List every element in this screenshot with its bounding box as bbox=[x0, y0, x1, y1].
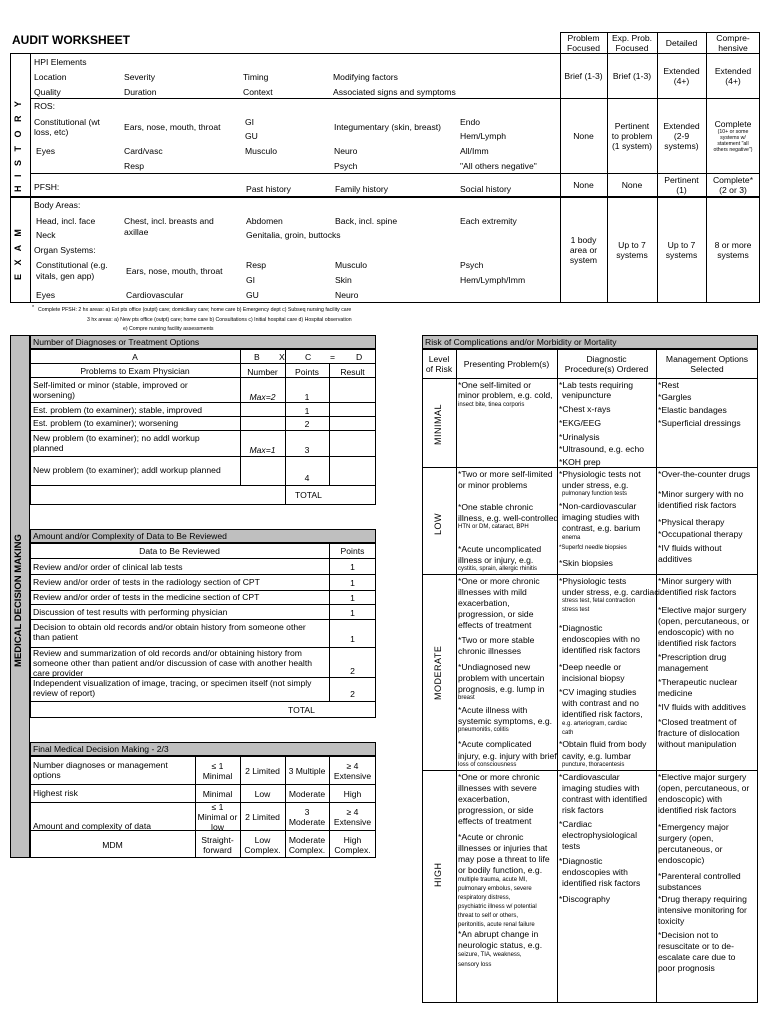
risk-diagnostic-text: imaging studies with bbox=[562, 783, 640, 793]
data-row-points: 2 bbox=[350, 666, 355, 676]
header-comprehensive: Compre- hensive bbox=[716, 33, 750, 53]
risk-diagnostic-text: *Discography bbox=[559, 894, 611, 904]
organ-system-item: vitals, gen app) bbox=[36, 271, 95, 281]
risk-diagnostic-text: *Diagnostic bbox=[559, 856, 603, 866]
risk-diagnostic-text: e.g. arteriogram, cardiac bbox=[562, 721, 628, 727]
ros-item: Psych bbox=[334, 161, 358, 171]
data-header-points: Points bbox=[340, 546, 365, 556]
final-cell: 3 Moderate bbox=[288, 806, 326, 827]
risk-problem-text: progression, or side bbox=[458, 609, 534, 619]
risk-management-text: fracture of dislocation bbox=[658, 728, 740, 738]
diag-row-points: 2 bbox=[304, 419, 310, 429]
risk-header-management: Management Options Selected bbox=[665, 354, 749, 374]
risk-management-text: *Closed treatment of bbox=[658, 717, 737, 727]
data-total-label: TOTAL bbox=[288, 705, 315, 715]
diag-letter-a: A bbox=[132, 352, 138, 362]
risk-management-text: surgery (open, bbox=[658, 833, 714, 843]
diag-row-number: Max=2 bbox=[249, 392, 276, 402]
final-cell: 2 Limited bbox=[245, 811, 280, 822]
risk-problem-text: *An abrupt change in bbox=[458, 929, 539, 939]
exam-side-label: E X A M bbox=[13, 226, 23, 280]
hpi-level-1: Brief (1-3) bbox=[564, 71, 603, 81]
diag-row-points: 4 bbox=[304, 473, 310, 483]
ros-item: All/Imm bbox=[460, 146, 489, 156]
ros-item: Integumentary (skin, breast) bbox=[334, 122, 441, 132]
ros-item: Endo bbox=[460, 117, 481, 127]
final-cell: 3 Multiple bbox=[288, 765, 326, 776]
risk-level-high: HIGH bbox=[433, 862, 443, 887]
risk-problem-text: illnesses or injuries that bbox=[458, 843, 548, 853]
risk-diagnostic-text: endoscopies with no bbox=[562, 634, 640, 644]
risk-management-text: intensive monitoring for bbox=[658, 905, 747, 915]
data-row-points: 2 bbox=[350, 689, 355, 699]
risk-problem-text: illness, e.g. well-controlled bbox=[458, 513, 559, 523]
data-row-label: Discussion of test results with performing physician bbox=[33, 607, 228, 617]
risk-problem-text: progression, or side bbox=[458, 805, 534, 815]
risk-problem-text: *Acute or chronic bbox=[458, 832, 524, 842]
risk-diagnostic-text: *Skin biopsies bbox=[559, 558, 613, 568]
risk-management-text: *Minor surgery with no bbox=[658, 489, 744, 499]
final-row-label: Number diagnoses or management options bbox=[33, 760, 168, 780]
hpi-item: Duration bbox=[124, 87, 157, 97]
risk-header-level: Level of Risk bbox=[425, 354, 453, 374]
risk-diagnostic-text: *Cardiovascular bbox=[559, 772, 620, 782]
risk-problem-text: exacerbation, bbox=[458, 598, 510, 608]
risk-management-text: *Physical therapy bbox=[658, 517, 725, 527]
risk-management-text: *IV fluids without bbox=[658, 543, 722, 553]
exam-level-3: Up to 7 systems bbox=[665, 240, 698, 260]
risk-problem-text: *Undiagnosed new bbox=[458, 662, 531, 672]
final-cell: Minimal bbox=[202, 788, 233, 799]
risk-diagnostic-text: identified risk factors bbox=[562, 645, 641, 655]
risk-diagnostic-text: *Cardiac bbox=[559, 819, 592, 829]
risk-diagnostic-text: *Obtain fluid from body bbox=[559, 739, 647, 749]
risk-diagnostic-text: *Lab tests requiring bbox=[559, 380, 634, 390]
final-cell: Moderate Complex. bbox=[288, 834, 326, 855]
pfsh-level-4: Complete* (2 or 3) bbox=[712, 175, 754, 195]
risk-level-minimal: MINIMAL bbox=[433, 403, 443, 445]
risk-diagnostic-text: tests bbox=[562, 841, 581, 851]
final-cell: High bbox=[343, 788, 362, 799]
data-row-label: Review and summarization of old records and/or obtaining history from someone other than patient and/or discussion of case with another health care provider bbox=[33, 648, 312, 678]
risk-diagnostic-text: electrophysiological bbox=[562, 830, 637, 840]
risk-problem-text: may pose a threat to life bbox=[458, 854, 550, 864]
mdm-side-label: MEDICAL DECISION MAKING bbox=[13, 534, 24, 667]
risk-management-text: *Superficial dressings bbox=[658, 418, 741, 428]
ros-level-3: Extended (2-9 systems) bbox=[663, 121, 700, 151]
diag-row-points: 3 bbox=[304, 445, 310, 455]
risk-management-text: *Occupational therapy bbox=[658, 529, 743, 539]
risk-management-text: toxicity bbox=[658, 916, 685, 926]
ros-item: Constitutional (wt bbox=[34, 117, 100, 127]
hpi-item: Context bbox=[243, 87, 273, 97]
diag-letter-x: X bbox=[279, 352, 285, 362]
risk-management-text: endoscopic) with bbox=[658, 794, 723, 804]
header-problem-focused: Problem Focused bbox=[567, 33, 600, 53]
history-side-label: H I S T O R Y bbox=[13, 98, 23, 192]
risk-problem-text: illnesses with severe bbox=[458, 783, 537, 793]
risk-problem-text: or minor problems bbox=[458, 480, 528, 490]
risk-problem-text: illnesses with mild bbox=[458, 587, 527, 597]
organ-system-item: Cardiovascular bbox=[126, 290, 184, 300]
risk-diagnostic-text: cavity, e.g. lumbar bbox=[562, 751, 632, 761]
ros-level-4: Complete (10+ or some systems w/ statement "all others negative") bbox=[713, 119, 753, 153]
data-title: Amount and/or Complexity of Data to Be Reviewed bbox=[33, 531, 227, 541]
organ-system-item: Skin bbox=[335, 275, 352, 285]
final-cell: ≥ 4 Extensive bbox=[333, 760, 372, 781]
risk-problem-text: *One self-limited or bbox=[458, 380, 532, 390]
risk-management-text: identified risk factors bbox=[658, 500, 737, 510]
organ-system-item: Psych bbox=[460, 260, 484, 270]
risk-management-text: (open, percutaneous, or bbox=[658, 783, 750, 793]
organ-system-item: GU bbox=[246, 290, 259, 300]
risk-problem-text: *One or more chronic bbox=[458, 576, 540, 586]
final-row-label: Amount and complexity of data bbox=[33, 821, 151, 831]
risk-management-text: *IV fluids with additives bbox=[658, 702, 746, 712]
risk-diagnostic-text: *Ultrasound, e.g. echo bbox=[559, 444, 645, 454]
risk-diagnostic-text: stress test, fetal contraction bbox=[562, 598, 636, 604]
risk-management-text: *Elective major surgery bbox=[658, 605, 747, 615]
risk-diagnostic-text: *Superfcl needle biopsies bbox=[559, 545, 627, 551]
diag-header-problems: Problems to Exam Physician bbox=[80, 366, 190, 376]
diag-letter-eq: = bbox=[330, 352, 336, 362]
risk-problem-text: injury, e.g. injury with brief bbox=[458, 751, 557, 761]
footnote-line: e) Compre nursing facility assessments bbox=[123, 326, 214, 332]
organ-system-item: Resp bbox=[246, 260, 267, 270]
diag-header-result: Result bbox=[340, 367, 365, 377]
ros-item: Resp bbox=[124, 161, 145, 171]
pfsh-item: Family history bbox=[335, 184, 389, 194]
risk-diagnostic-text: puncture, thoracentesis bbox=[562, 762, 625, 768]
risk-management-text: identified risk factors bbox=[658, 805, 737, 815]
data-row-points: 1 bbox=[350, 608, 355, 618]
risk-diagnostic-text: *Diagnostic bbox=[559, 623, 603, 633]
risk-diagnostic-text: under stress, e.g. cardiac bbox=[562, 587, 659, 597]
exam-level-1: 1 body area or system bbox=[569, 235, 598, 265]
ros-item: Card/vasc bbox=[124, 146, 163, 156]
body-area-item: Genitalia, groin, buttocks bbox=[246, 230, 341, 240]
risk-problem-text: *Acute complicated bbox=[458, 739, 532, 749]
final-cell: High Complex. bbox=[334, 834, 371, 855]
organ-system-item: Hem/Lymph/Imm bbox=[460, 275, 526, 285]
data-row-label: Independent visualization of image, tracing, or specimen itself (not simply review of report) bbox=[33, 678, 312, 698]
footnote-asterisk: * bbox=[32, 305, 35, 311]
risk-diagnostic-text: imaging studies with bbox=[562, 512, 640, 522]
risk-problem-text: insect bite, tinea corporis bbox=[458, 402, 525, 408]
hpi-item: Location bbox=[34, 72, 67, 82]
hpi-item: Modifying factors bbox=[333, 72, 398, 82]
risk-diagnostic-text: *CV imaging studies bbox=[559, 687, 637, 697]
risk-management-text: endoscopic) with no bbox=[658, 627, 734, 637]
pfsh-level-1: None bbox=[573, 180, 594, 190]
body-area-item: Neck bbox=[36, 230, 56, 240]
ros-item: Eyes bbox=[36, 146, 56, 156]
hpi-level-3: Extended (4+) bbox=[663, 66, 700, 86]
risk-management-text: percutaneous, or bbox=[658, 844, 723, 854]
data-header-label: Data to Be Reviewed bbox=[139, 546, 220, 556]
body-area-item: Back, incl. spine bbox=[335, 216, 398, 226]
risk-problem-text: *One stable chronic bbox=[458, 502, 533, 512]
ros-item: Ears, nose, mouth, throat bbox=[124, 122, 221, 132]
risk-header-problems: Presenting Problem(s) bbox=[463, 359, 550, 369]
risk-problem-text: minor problem, e.g. cold, bbox=[458, 390, 553, 400]
risk-problem-text: *Two or more self-limited bbox=[458, 469, 553, 479]
risk-problem-text: threat to self or others, bbox=[458, 913, 519, 919]
risk-problem-text: problem with uncertain bbox=[458, 673, 545, 683]
risk-management-text: *Rest bbox=[658, 380, 680, 390]
diag-row-label: Est. problem (to examiner); worsening bbox=[33, 418, 179, 428]
diag-total-label: TOTAL bbox=[295, 490, 322, 500]
final-cell: ≤ 1 Minimal bbox=[202, 760, 233, 781]
risk-diagnostic-text: identified risk factors, bbox=[562, 709, 643, 719]
final-cell: Low Complex. bbox=[244, 834, 281, 855]
organ-system-item: Ears, nose, mouth, throat bbox=[126, 266, 223, 276]
page-title: AUDIT WORKSHEET bbox=[12, 33, 130, 47]
diag-row-number: Max=1 bbox=[249, 445, 276, 455]
organ-systems-heading: Organ Systems: bbox=[34, 245, 96, 255]
ros-item: GI bbox=[245, 117, 255, 127]
risk-title: Risk of Complications and/or Morbidity or Mortality bbox=[425, 337, 617, 347]
risk-management-text: resuscitate or to de- bbox=[658, 941, 734, 951]
risk-diagnostic-text: *Physiologic tests not bbox=[559, 469, 641, 479]
risk-management-text: *Drug therapy requiring bbox=[658, 894, 747, 904]
risk-diagnostic-text: *KOH prep bbox=[559, 457, 601, 467]
risk-problem-text: *One or more chronic bbox=[458, 772, 540, 782]
diag-letter-d: D bbox=[356, 352, 363, 362]
header-exp-prob-focused: Exp. Prob. Focused bbox=[611, 33, 653, 53]
risk-management-text: substances bbox=[658, 882, 702, 892]
risk-diagnostic-text: *Non-cardiovascular bbox=[559, 501, 637, 511]
risk-problem-text: pneumonitis, colitis bbox=[458, 727, 509, 733]
final-cell: ≥ 4 Extensive bbox=[333, 806, 372, 827]
data-row-points: 1 bbox=[350, 562, 355, 572]
risk-management-text: (open, percutaneous, or bbox=[658, 616, 750, 626]
risk-management-text: endoscopic) bbox=[658, 855, 705, 865]
risk-problem-text: respiratory distress, bbox=[458, 895, 511, 901]
header-detailed: Detailed bbox=[665, 38, 698, 48]
ros-item: Hem/Lymph bbox=[460, 131, 507, 141]
risk-problem-text: neurologic status, e.g. bbox=[458, 940, 543, 950]
diagnoses-title: Number of Diagnoses or Treatment Options bbox=[33, 337, 200, 347]
organ-system-item: Neuro bbox=[335, 290, 359, 300]
hpi-item: Quality bbox=[34, 87, 61, 97]
risk-diagnostic-text: *Deep needle or bbox=[559, 662, 622, 672]
risk-problem-text: *Two or more stable bbox=[458, 635, 535, 645]
ros-level-1: None bbox=[573, 131, 594, 141]
ros-level-2: Pertinent to problem (1 system) bbox=[611, 121, 653, 151]
body-area-item: Head, incl. face bbox=[36, 216, 96, 226]
risk-management-text: without manipulation bbox=[658, 739, 737, 749]
body-area-item: Chest, incl. breasts and bbox=[124, 216, 214, 226]
ros-item: loss, etc) bbox=[34, 127, 69, 137]
final-cell: Straight- forward bbox=[201, 834, 234, 855]
risk-management-text: *Parenteral controlled bbox=[658, 871, 741, 881]
hpi-heading: HPI Elements bbox=[34, 57, 87, 67]
risk-management-text: *Therapeutic nuclear bbox=[658, 677, 738, 687]
ros-item: Musculo bbox=[245, 146, 277, 156]
risk-diagnostic-text: risk factors bbox=[562, 805, 604, 815]
pfsh-heading: PFSH: bbox=[34, 182, 60, 192]
ros-item: GU bbox=[245, 131, 258, 141]
exam-level-4: 8 or more systems bbox=[714, 240, 752, 260]
diag-row-points: 1 bbox=[304, 406, 310, 416]
data-row-label: Review and/or order of clinical lab tests bbox=[33, 562, 183, 572]
risk-problem-text: systemic symptoms, e.g. bbox=[458, 716, 553, 726]
diag-row-label: Est. problem (to examiner); stable, improved bbox=[33, 405, 203, 415]
data-row-label: Review and/or order of tests in the radiology section of CPT bbox=[33, 577, 260, 587]
diag-header-points: Points bbox=[295, 367, 319, 377]
final-cell: ≤ 1 Minimal or low bbox=[197, 801, 238, 832]
final-mdm-title: Final Medical Decision Making - 2/3 bbox=[33, 744, 169, 754]
risk-problem-text: cystitis, sprain, allergic rhinitis bbox=[458, 566, 538, 572]
risk-problem-text: HTN or DM, cataract, BPH bbox=[458, 524, 529, 530]
pfsh-level-2: None bbox=[621, 180, 643, 190]
diag-header-number: Number bbox=[247, 367, 278, 377]
final-row-label: Highest risk bbox=[33, 788, 78, 798]
risk-problem-text: *Acute illness with bbox=[458, 705, 528, 715]
organ-system-item: GI bbox=[246, 275, 256, 285]
risk-problem-text: seizure, TIA, weakness, bbox=[458, 952, 522, 958]
risk-problem-text: multiple trauma, acute MI, bbox=[458, 877, 528, 883]
hpi-level-2: Brief (1-3) bbox=[612, 71, 652, 81]
risk-diagnostic-text: enema bbox=[562, 535, 581, 541]
risk-level-low: LOW bbox=[433, 512, 443, 535]
risk-management-text: identified risk factors bbox=[658, 587, 737, 597]
risk-diagnostic-text: identified risk factors bbox=[562, 878, 641, 888]
risk-problem-text: prognosis, e.g. lump in bbox=[458, 684, 545, 694]
risk-management-text: *Elective major surgery bbox=[658, 772, 747, 782]
risk-level-moderate: MODERATE bbox=[433, 645, 443, 700]
final-cell: Low bbox=[254, 788, 271, 799]
risk-management-text: medicine bbox=[658, 688, 693, 698]
risk-diagnostic-text: venipuncture bbox=[562, 390, 612, 400]
risk-management-text: escalate care due to bbox=[658, 952, 736, 962]
risk-header-diagnostic: Diagnostic Procedure(s) Ordered bbox=[564, 354, 649, 374]
hpi-item: Associated signs and symptoms bbox=[333, 87, 456, 97]
risk-management-text: identified risk factors bbox=[658, 638, 737, 648]
diag-row-label: New problem (to examiner); no addl workup planned bbox=[33, 433, 200, 453]
risk-diagnostic-text: contrast with identified bbox=[562, 794, 648, 804]
risk-problem-text: breast bbox=[458, 695, 475, 701]
final-row-label-mdm: MDM bbox=[102, 839, 123, 850]
risk-problem-text: chronic illnesses bbox=[458, 646, 522, 656]
risk-management-text: *Prescription drug bbox=[658, 652, 727, 662]
data-row-points: 1 bbox=[350, 634, 355, 644]
risk-management-text: poor prognosis bbox=[658, 963, 715, 973]
pfsh-item: Past history bbox=[246, 184, 291, 194]
risk-management-text: *Decision not to bbox=[658, 930, 719, 940]
footnote-line: Complete PFSH: 2 hx areas: a) Est pts office (outpt) care; domiciliary care; home care b) Emergency dept c) Subseq nursing facility care bbox=[38, 307, 352, 313]
pfsh-level-3: Pertinent (1) bbox=[664, 175, 699, 195]
hpi-level-4: Extended (4+) bbox=[714, 66, 752, 86]
risk-problem-text: psychiatric illness w/ potential bbox=[458, 904, 537, 910]
risk-management-text: *Gargles bbox=[658, 392, 692, 402]
final-cell: Moderate bbox=[288, 788, 326, 799]
diag-row-label: New problem (to examiner); addl workup planned bbox=[33, 465, 221, 475]
risk-diagnostic-text: *Urinalysis bbox=[559, 432, 600, 442]
ros-item: "All others negative" bbox=[460, 161, 537, 171]
organ-system-item: Constitutional (e.g. bbox=[36, 260, 108, 270]
risk-management-text: *Minor surgery with bbox=[658, 576, 732, 586]
risk-problem-text: or bodily function, e.g. bbox=[458, 865, 543, 875]
exam-level-2: Up to 7 systems bbox=[616, 240, 648, 260]
hpi-item: Severity bbox=[124, 72, 156, 82]
final-cell: 2 Limited bbox=[245, 765, 280, 776]
diag-row-label: Self-limited or minor (stable, improved or worsening) bbox=[33, 380, 188, 400]
risk-diagnostic-text: endoscopies with bbox=[562, 867, 628, 877]
risk-management-text: *Emergency major bbox=[658, 822, 729, 832]
risk-diagnostic-text: pulmonary function tests bbox=[562, 491, 628, 497]
hpi-item: Timing bbox=[243, 72, 269, 82]
risk-diagnostic-text: under stress, e.g. bbox=[562, 480, 629, 490]
risk-diagnostic-text: cath bbox=[562, 730, 574, 736]
risk-management-text: *Elastic bandages bbox=[658, 405, 727, 415]
risk-diagnostic-text: *EKG/EEG bbox=[559, 418, 602, 428]
diag-letter-c: C bbox=[305, 352, 312, 362]
ros-heading: ROS: bbox=[34, 101, 56, 111]
risk-problem-text: pulmonary embolus, severe bbox=[458, 886, 532, 892]
risk-problem-text: sensory loss bbox=[458, 962, 492, 968]
body-areas-heading: Body Areas: bbox=[34, 200, 81, 210]
risk-problem-text: illness or injury, e.g. bbox=[458, 555, 534, 565]
risk-problem-text: exacerbation, bbox=[458, 794, 510, 804]
body-area-item: axillae bbox=[124, 227, 149, 237]
risk-diagnostic-text: incisional biopsy bbox=[562, 673, 625, 683]
ros-item: Neuro bbox=[334, 146, 358, 156]
diag-row-points: 1 bbox=[304, 392, 310, 402]
risk-management-text: *Over-the-counter drugs bbox=[658, 469, 751, 479]
data-row-points: 1 bbox=[350, 593, 355, 603]
risk-diagnostic-text: contrast, e.g. barium bbox=[562, 523, 641, 533]
pfsh-item: Social history bbox=[460, 184, 512, 194]
risk-problem-text: effects of treatment bbox=[458, 816, 532, 826]
risk-problem-text: *Acute uncomplicated bbox=[458, 544, 542, 554]
risk-problem-text: effects of treatment bbox=[458, 620, 532, 630]
risk-diagnostic-text: stress test bbox=[562, 607, 590, 613]
risk-problem-text: peritonitis, acute renal failure bbox=[458, 922, 535, 928]
organ-system-item: Eyes bbox=[36, 290, 56, 300]
risk-management-text: additives bbox=[658, 554, 692, 564]
risk-management-text: management bbox=[658, 663, 709, 673]
data-row-points: 1 bbox=[350, 578, 355, 588]
body-area-item: Each extremity bbox=[460, 216, 517, 226]
risk-diagnostic-text: *Physiologic tests bbox=[559, 576, 627, 586]
risk-diagnostic-text: *Chest x-rays bbox=[559, 404, 611, 414]
data-row-label: Decision to obtain old records and/or obtain history from someone other than patient bbox=[33, 622, 306, 642]
body-area-item: Abdomen bbox=[246, 216, 283, 226]
data-row-label: Review and/or order of tests in the medicine section of CPT bbox=[33, 592, 260, 602]
footnote-line: 3 hx areas: a) New pts office (outpt) care; home care b) Consultations c) Initial hospital care d) Hospital observation bbox=[87, 317, 352, 323]
risk-diagnostic-text: with contrast and no bbox=[562, 698, 639, 708]
diag-letter-b: B bbox=[254, 352, 260, 362]
organ-system-item: Musculo bbox=[335, 260, 367, 270]
risk-problem-text: loss of consciousness bbox=[458, 762, 517, 768]
